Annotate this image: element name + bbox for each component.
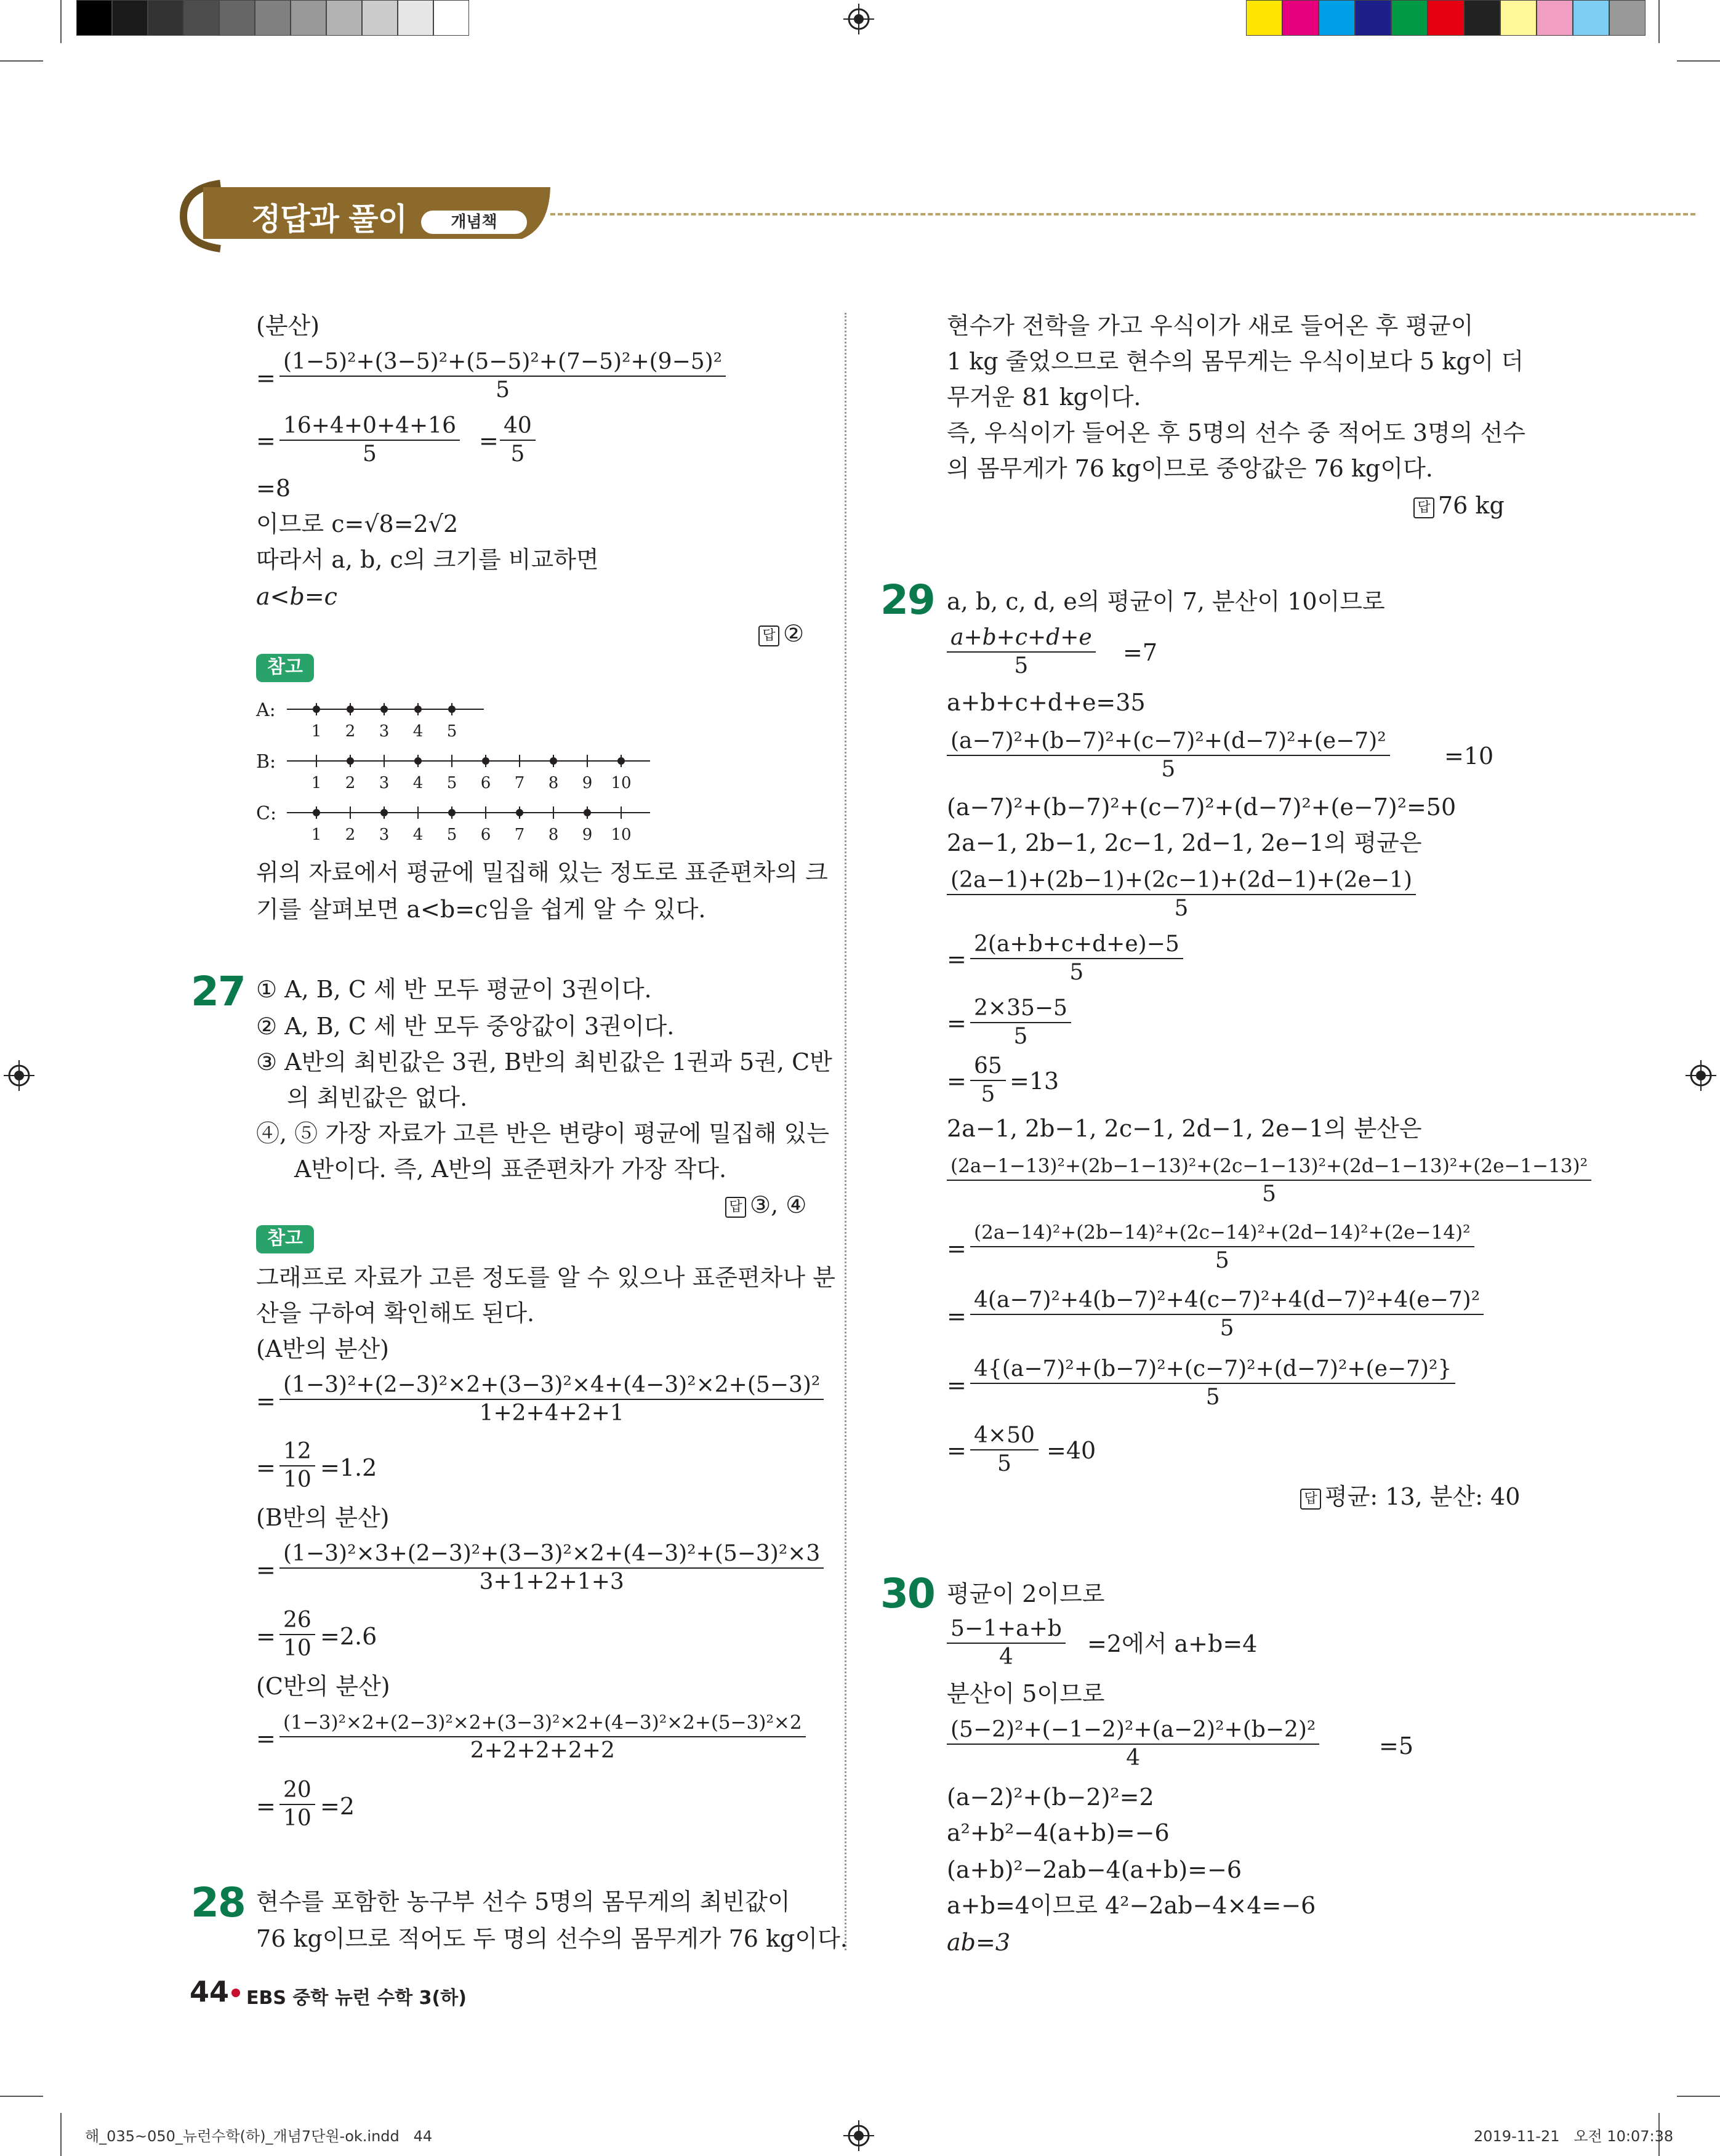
registration-mark-right <box>1686 1060 1716 1091</box>
reference-badge: 참고 <box>256 1225 314 1253</box>
svg-text:9: 9 <box>582 774 593 792</box>
svg-text:1: 1 <box>311 826 322 844</box>
crop-mark <box>0 2096 43 2097</box>
fraction-numerator: (1−3)²+(2−3)²×2+(3−3)²×4+(4−3)²×2+(5−3)² <box>279 1372 824 1400</box>
equals-sign: = <box>947 1068 966 1095</box>
fraction-numerator: 65 <box>970 1053 1006 1081</box>
q28-continued-line: 현수가 전학을 가고 우식이가 새로 들어온 후 평균이 <box>947 312 1474 339</box>
dot-plot-label-c: C: <box>256 803 277 824</box>
fraction-numerator: 4×50 <box>970 1422 1039 1450</box>
fraction-denominator: 3+1+2+1+3 <box>479 1569 624 1595</box>
fraction-denominator: 2+2+2+2+2 <box>470 1738 615 1763</box>
svg-text:4: 4 <box>412 826 424 844</box>
crop-mark <box>60 2113 62 2156</box>
answer-value: ③, ④ <box>750 1191 807 1218</box>
crop-mark <box>1677 2096 1720 2097</box>
equals-sign: = <box>947 1235 966 1262</box>
equals-sign: = <box>947 1010 966 1037</box>
footer-bullet-icon <box>231 1989 240 1997</box>
fraction-denominator: 5 <box>1205 1385 1220 1410</box>
result-value: =1.2 <box>320 1454 377 1481</box>
equals-sign: = <box>256 364 276 392</box>
registration-mark-top <box>843 4 874 34</box>
equals-sign: = <box>256 1454 276 1481</box>
equals-sign: = <box>947 946 966 973</box>
result-line: =8 <box>256 475 291 502</box>
fraction-mean <box>947 624 1096 680</box>
class-c-variance-label: (C반의 분산) <box>256 1673 390 1700</box>
fraction-mean <box>947 1615 1066 1671</box>
equation-tail: =13 <box>1010 1068 1059 1095</box>
reference-text: 그래프로 자료가 고른 정도를 알 수 있으나 표준편차나 분 <box>256 1264 835 1291</box>
fraction-numerator: a+b+c+d+e <box>947 624 1096 653</box>
svg-text:2: 2 <box>345 722 356 741</box>
svg-text:3: 3 <box>379 774 390 792</box>
class-b-variance-label: (B반의 분산) <box>256 1504 390 1531</box>
compare-line: 따라서 a, b, c의 크기를 비교하면 <box>256 546 599 573</box>
answer-box-icon: 답 <box>725 1197 746 1218</box>
header-banner <box>177 176 1698 256</box>
q29-intro: a, b, c, d, e의 평균이 7, 분산이 10이므로 <box>947 588 1385 615</box>
fraction-numerator: (1−3)²×3+(2−3)²+(3−3)²×2+(4−3)²+(5−3)²×3 <box>279 1540 824 1569</box>
q27-line: ② A, B, C 세 반 모두 중앙값이 3권이다. <box>256 1013 675 1040</box>
crop-mark <box>1658 0 1660 43</box>
equation-tail: =40 <box>1047 1437 1096 1464</box>
fraction-numerator: (1−3)²×2+(2−3)²×2+(3−3)²×2+(4−3)²×2+(5−3)²×2 <box>279 1709 806 1737</box>
fraction-numerator: 26 <box>279 1607 315 1635</box>
answer-box-icon: 답 <box>758 625 779 646</box>
answer-box-icon: 답 <box>1413 497 1434 518</box>
fraction-denominator: 5 <box>496 377 510 403</box>
column-divider <box>845 313 846 1950</box>
svg-text:3: 3 <box>379 722 390 741</box>
fraction-step <box>970 1219 1474 1274</box>
q30-line: (a−2)²+(b−2)²=2 <box>947 1784 1154 1811</box>
fraction-new-mean <box>947 867 1416 922</box>
svg-text:4: 4 <box>412 722 424 741</box>
result-line: a<b=c <box>256 583 337 610</box>
fraction-denominator: 5 <box>1161 757 1176 782</box>
q30-line: ab=3 <box>947 1929 1010 1956</box>
fraction-denominator: 5 <box>1220 1316 1234 1341</box>
fraction-step <box>500 412 536 468</box>
header-tag: 개념책 <box>421 211 527 234</box>
fraction-denominator: 10 <box>283 1806 311 1831</box>
fraction-class-b <box>279 1540 824 1596</box>
file-name: 해_035~050_뉴런수학(하)_개념7단원-ok.indd 44 <box>85 2128 433 2145</box>
q27-line: A반이다. 즉, A반의 표준편차가 가장 작다. <box>294 1156 727 1183</box>
fraction-numerator: (5−2)²+(−1−2)²+(a−2)²+(b−2)² <box>947 1716 1319 1745</box>
fraction-denominator: 4 <box>1126 1745 1141 1771</box>
equation-tail: =5 <box>1379 1732 1414 1760</box>
sum-line: a+b+c+d+e=35 <box>947 689 1146 716</box>
svg-text:1: 1 <box>311 722 322 741</box>
class-a-variance-label: (A반의 분산) <box>256 1335 390 1362</box>
svg-text:2: 2 <box>345 826 356 844</box>
fraction-numerator: (1−5)²+(3−5)²+(5−5)²+(7−5)²+(9−5)² <box>279 348 726 377</box>
svg-text:5: 5 <box>446 826 457 844</box>
variance-label: (분산) <box>256 312 320 339</box>
fraction-class-c <box>279 1709 806 1764</box>
fraction-numerator: 4(a−7)²+4(b−7)²+4(c−7)²+4(d−7)²+4(e−7)² <box>970 1287 1484 1315</box>
c-value-line: 이므로 c=√8=2√2 <box>256 510 459 537</box>
fraction-numerator: 4{(a−7)²+(b−7)²+(c−7)²+(d−7)²+(e−7)²} <box>970 1356 1455 1384</box>
answer-26 <box>758 616 804 651</box>
svg-text:3: 3 <box>379 826 390 844</box>
q30-line: (a+b)²−2ab−4(a+b)=−6 <box>947 1856 1242 1883</box>
fraction-denominator: 5 <box>1262 1181 1276 1207</box>
answer-29 <box>1300 1479 1520 1514</box>
svg-text:2: 2 <box>345 774 356 792</box>
answer-28 <box>1413 488 1505 523</box>
dot-plot-label-a: A: <box>256 699 276 721</box>
fraction-denominator: 5 <box>1215 1248 1229 1273</box>
fraction-step <box>970 995 1071 1050</box>
equals-sign: = <box>479 427 499 454</box>
answer-27 <box>725 1187 806 1223</box>
dot-plots <box>281 696 662 850</box>
fraction-numerator: (2a−1)+(2b−1)+(2c−1)+(2d−1)+(2e−1) <box>947 867 1416 895</box>
svg-text:9: 9 <box>582 826 593 844</box>
fraction-denominator: 5 <box>981 1082 995 1107</box>
svg-text:1: 1 <box>311 774 322 792</box>
question-number-27: 27 <box>191 968 245 1015</box>
equals-sign: = <box>256 1623 276 1650</box>
equals-sign: = <box>256 1388 276 1415</box>
answer-value: 76 kg <box>1438 492 1505 519</box>
fraction-denominator: 5 <box>1069 960 1084 985</box>
fraction-step <box>279 412 460 468</box>
fraction-numerator: 20 <box>279 1777 315 1805</box>
color-bar <box>1246 0 1646 36</box>
q28-continued-line: 의 몸무게가 76 kg이므로 중앙값은 76 kg이다. <box>947 455 1433 482</box>
fraction-numerator: 5−1+a+b <box>947 1615 1066 1644</box>
crop-mark <box>60 0 62 43</box>
fraction-step <box>970 931 1183 986</box>
fraction-numerator: (2a−1−13)²+(2b−1−13)²+(2c−1−13)²+(2d−1−13)²+(2e−1−13)² <box>947 1152 1591 1181</box>
fraction-variance <box>947 728 1390 783</box>
svg-text:8: 8 <box>548 774 559 792</box>
header-title: 정답과 풀이 <box>251 201 407 237</box>
fraction-numerator: 16+4+0+4+16 <box>279 412 460 441</box>
fraction-numerator: 12 <box>279 1438 315 1466</box>
fraction-variance <box>279 348 726 404</box>
svg-text:5: 5 <box>446 774 457 792</box>
result-value: =2 <box>320 1793 355 1820</box>
q30-variance-intro: 분산이 5이므로 <box>947 1680 1105 1707</box>
reference-text: 위의 자료에서 평균에 밀집해 있는 정도로 표준편차의 크 <box>256 859 828 886</box>
fraction-class-b-result <box>279 1607 315 1662</box>
fraction-denominator: 5 <box>997 1451 1011 1476</box>
svg-text:4: 4 <box>412 774 424 792</box>
fraction-denominator: 10 <box>283 1467 311 1492</box>
equals-sign: = <box>256 1725 276 1752</box>
equals-sign: = <box>947 1303 966 1330</box>
q28-continued-line: 1 kg 줄었으므로 현수의 몸무게는 우식이보다 5 kg이 더 <box>947 348 1524 375</box>
fraction-denominator: 5 <box>510 441 525 467</box>
q30-intro: 평균이 2이므로 <box>947 1580 1105 1607</box>
q28-line: 현수를 포함한 농구부 선수 5명의 몸무게의 최빈값이 <box>256 1888 790 1915</box>
fraction-numerator: 40 <box>500 412 536 441</box>
book-title: EBS 중학 뉴런 수학 3(하) <box>246 1987 467 2009</box>
reference-text: 산을 구하여 확인해도 된다. <box>256 1300 535 1327</box>
q28-continued-line: 즉, 우식이가 들어온 후 5명의 선수 중 적어도 3명의 선수 <box>947 419 1526 446</box>
fraction-denominator: 5 <box>1014 653 1029 678</box>
fraction-step <box>970 1287 1484 1342</box>
reference-badge: 참고 <box>256 654 314 682</box>
fraction-numerator: 2×35−5 <box>970 995 1071 1023</box>
squares-line: (a−7)²+(b−7)²+(c−7)²+(d−7)²+(e−7)²=50 <box>947 794 1457 821</box>
svg-text:6: 6 <box>480 826 491 844</box>
answer-value: ② <box>783 620 805 647</box>
q27-line: ③ A반의 최빈값은 3권, B반의 최빈값은 1권과 5권, C반 <box>256 1048 832 1076</box>
fraction-numerator: (a−7)²+(b−7)²+(c−7)²+(d−7)²+(e−7)² <box>947 728 1390 756</box>
q27-line: 의 최빈값은 없다. <box>287 1084 468 1111</box>
dot-plot-label-b: B: <box>256 751 276 773</box>
q30-line: a²+b²−4(a+b)=−6 <box>947 1819 1170 1846</box>
reference-text: 기를 살펴보면 a<b=c임을 쉽게 알 수 있다. <box>256 896 706 923</box>
fraction-step <box>970 1053 1006 1108</box>
question-number-29: 29 <box>880 576 934 624</box>
fraction-numerator: 2(a+b+c+d+e)−5 <box>970 931 1183 959</box>
svg-text:7: 7 <box>514 826 525 844</box>
fraction-variance <box>947 1716 1319 1772</box>
q28-line: 76 kg이므로 적어도 두 명의 선수의 몸무게가 76 kg이다. <box>256 1925 848 1952</box>
crop-mark <box>1677 60 1720 62</box>
svg-text:5: 5 <box>446 722 457 741</box>
fraction-class-a <box>279 1372 824 1427</box>
q28-continued-line: 무거운 81 kg이다. <box>947 384 1141 411</box>
fraction-denominator: 5 <box>363 441 377 467</box>
fraction-denominator: 4 <box>999 1644 1013 1670</box>
svg-text:10: 10 <box>611 774 632 792</box>
q27-line: ④, ⑤ 가장 자료가 고른 반은 변량이 평균에 밀집해 있는 <box>256 1120 829 1147</box>
header-dashed-rule <box>550 213 1695 215</box>
q27-line: ① A, B, C 세 반 모두 평균이 3권이다. <box>256 976 652 1003</box>
new-variance-intro: 2a−1, 2b−1, 2c−1, 2d−1, 2e−1의 분산은 <box>947 1115 1422 1142</box>
svg-text:7: 7 <box>514 774 525 792</box>
fraction-step <box>970 1356 1455 1411</box>
fraction-class-c-result <box>279 1777 315 1832</box>
print-timestamp: 2019-11-21 오전 10:07:38 <box>1474 2128 1674 2145</box>
page-number: 44 <box>190 1975 230 2008</box>
registration-mark-bottom <box>843 2120 874 2151</box>
fraction-class-a-result <box>279 1438 315 1494</box>
svg-text:10: 10 <box>611 826 632 844</box>
fraction-denominator: 5 <box>1174 896 1189 921</box>
fraction-denominator: 10 <box>283 1636 311 1661</box>
fraction-denominator: 5 <box>1013 1024 1028 1049</box>
fraction-new-variance <box>947 1152 1591 1208</box>
crop-mark <box>0 60 43 62</box>
equals-sign: = <box>947 1372 966 1399</box>
new-mean-intro: 2a−1, 2b−1, 2c−1, 2d−1, 2e−1의 평균은 <box>947 829 1422 856</box>
grayscale-bar <box>76 0 470 36</box>
question-number-28: 28 <box>191 1879 245 1926</box>
registration-mark-left <box>4 1060 34 1091</box>
result-value: =2.6 <box>320 1623 377 1650</box>
answer-value: 평균: 13, 분산: 40 <box>1325 1483 1521 1510</box>
svg-text:6: 6 <box>480 774 491 792</box>
equals-sign: = <box>947 1437 966 1464</box>
equation-tail: =2에서 a+b=4 <box>1087 1630 1258 1657</box>
svg-text:8: 8 <box>548 826 559 844</box>
equals-sign: = <box>256 1793 276 1820</box>
equation-tail: =10 <box>1444 742 1494 770</box>
fraction-numerator: (2a−14)²+(2b−14)²+(2c−14)²+(2d−14)²+(2e−14)² <box>970 1219 1474 1247</box>
answer-box-icon: 답 <box>1300 1489 1321 1510</box>
fraction-step <box>970 1422 1039 1478</box>
question-number-30: 30 <box>880 1570 934 1617</box>
equation-tail: =7 <box>1123 639 1158 666</box>
fraction-denominator: 1+2+4+2+1 <box>479 1401 624 1426</box>
equals-sign: = <box>256 1556 276 1583</box>
equals-sign: = <box>256 427 276 454</box>
q30-line: a+b=4이므로 4²−2ab−4×4=−6 <box>947 1892 1316 1919</box>
